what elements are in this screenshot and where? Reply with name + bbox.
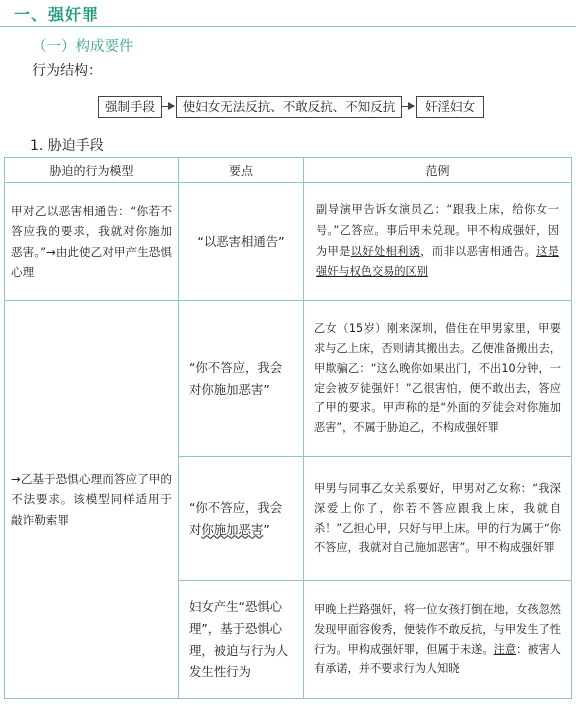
flow-box-unable-resist: 使妇女无法反抗、不敢反抗、不知反抗 [176,96,402,118]
behavior-structure-label: 行为结构： [32,63,102,79]
example-underlined-text: 以好处相利诱 [350,244,421,258]
note-label: 注意 [493,642,517,656]
example-cell [304,581,572,699]
key-point-cell: 妇女产生“恐惧心理”，基于恐惧心理，被迫与行为人发生性行为 [179,581,304,699]
header-key-point: 要点 [179,158,304,183]
flow-arrow-1 [161,106,174,107]
section-heading: 一、强奸罪 [14,5,100,24]
key-point-text: ” [263,521,270,537]
model-cell: →乙基于恐惧心理而答应了甲的不法要求。该模型同样适用于敲诈勒索罪 [5,301,179,699]
subsection-heading: （一）构成要件 [32,39,134,55]
example-text: 副导演甲告诉女演员乙：“跟我上床，给你女一号。”乙答应。事后甲未兑现。甲不构成强奸，因为甲是 [316,203,559,258]
example-text: ：被害人有承诺，并不要求行为人知晓 [314,642,561,676]
example-text: 甲晚上拦路强奸，将一位女孩打倒在地，女孩忽然发现甲面容俊秀，便装作不敢反抗，与甲发生了性行为。甲构成强奸罪，但属于未遂。 [314,602,561,656]
coercion-table [4,157,571,699]
header-model: 胁迫的行为模型 [5,158,179,183]
table-row [5,183,572,301]
example-cell: 甲男与同事乙女关系要好，甲男对乙女称：“我深深爱上你了，你若不答应跟我上床，我就自杀！”乙担心甲，只好与甲上床。甲的行为属于“你不答应，我就对自己施加恶害”。甲不构成强奸罪 [304,457,572,581]
key-point-cell [179,457,304,581]
behavior-flow-diagram [90,96,490,118]
example-underlined-text: 这是强奸与权色交易的区别 [316,244,559,279]
flow-box-coercion: 强制手段 [98,96,162,118]
heading-divider [0,26,576,27]
table-header-row [5,158,572,183]
flow-arrow-2 [401,106,414,107]
example-cell [304,183,572,301]
key-point-text: “你不答应，我会对 [189,499,283,537]
key-point-cell: “以恶害相通告” [179,183,304,301]
model-cell: 甲对乙以恶害相通告：“你若不答应我的要求，我就对你施加恶害。”→由此使乙对甲产生恐惧心理 [5,183,179,301]
coercion-section-title: 1. 胁迫手段 [30,138,104,154]
key-point-emphasis: 你施加恶害 [201,521,264,537]
table-row [5,301,572,457]
example-cell: 乙女（15岁）刚来深圳，借住在甲男家里，甲要求与乙上床，否则请其搬出去。乙便准备搬出去，甲欺骗乙：“这么晚你如果出门，不出10分钟，一定会被歹徒强奸！”乙很害怕，便不敢出去，答应了甲的要求。甲声称的是“外面的歹徒会对你施加恶害”，不属于胁迫乙，不构成强奸罪 [304,301,572,457]
header-example: 范例 [304,158,572,183]
key-point-cell: “你不答应，我会对你施加恶害” [179,301,304,457]
flow-box-rape: 奸淫妇女 [416,96,484,118]
example-text: ，而非以恶害相通告。 [420,244,537,258]
